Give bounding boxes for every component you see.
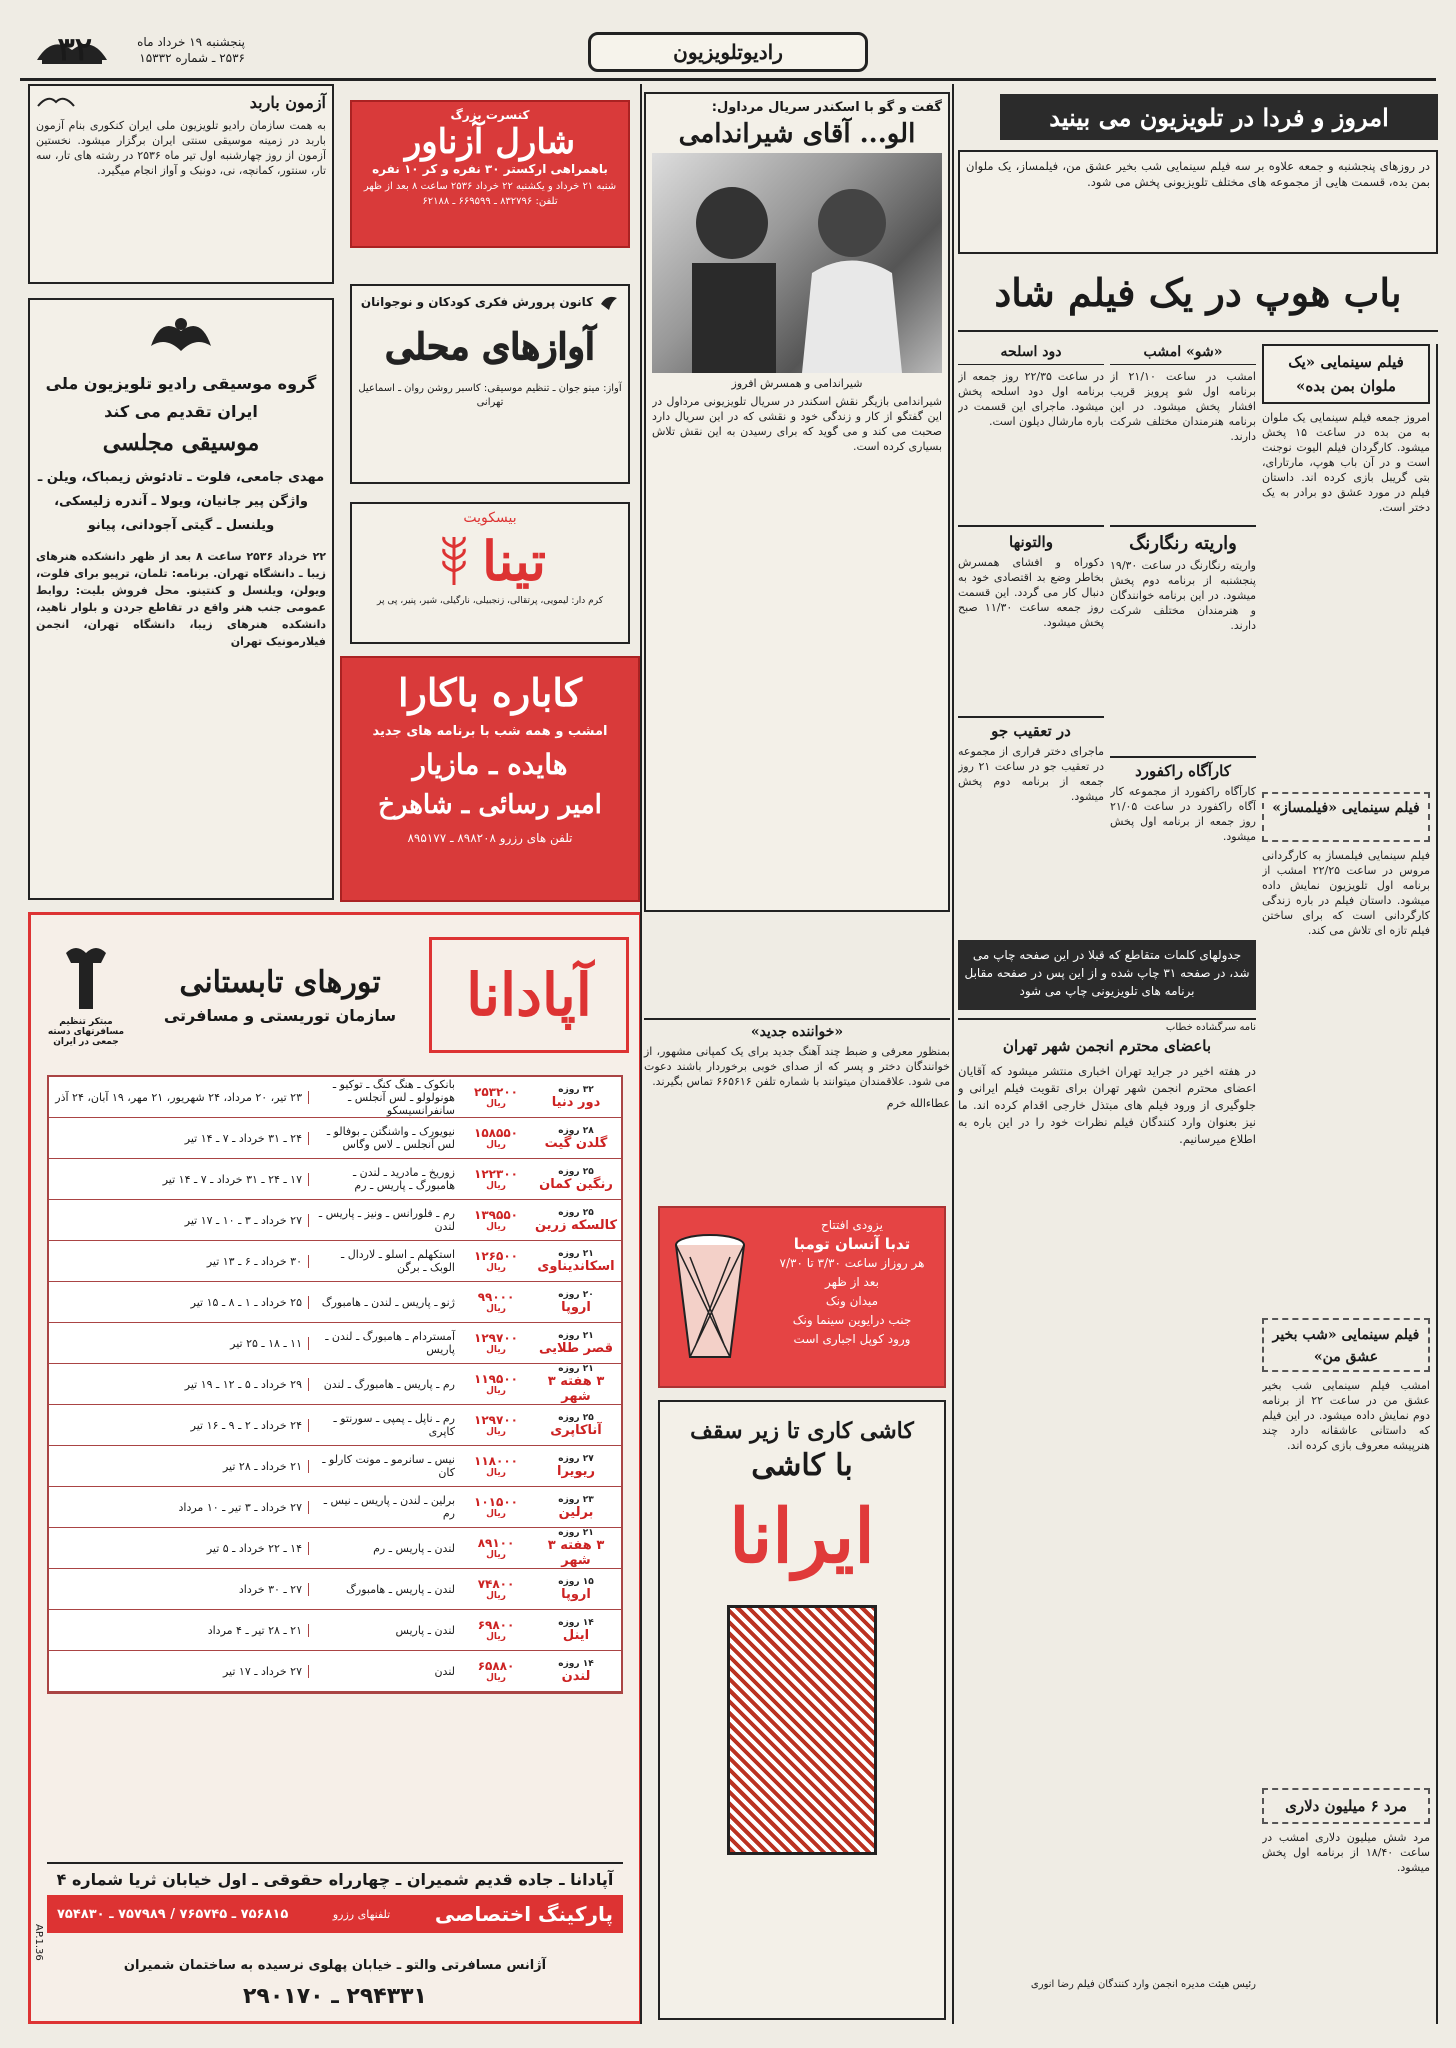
tour-dates: ۲۷ خرداد ـ ۱۷ تیر bbox=[49, 1665, 309, 1678]
tour-price bbox=[461, 1249, 531, 1273]
tour-dates: ۲۵ خرداد ـ ۱ ـ ۸ ـ ۱۵ تیر bbox=[49, 1296, 309, 1309]
film2-title: فیلم سینمایی «فیلمساز» bbox=[1272, 800, 1420, 816]
intro-box bbox=[958, 150, 1438, 254]
detective-title: کارآگاه راکفورد bbox=[1110, 756, 1256, 780]
tour-price bbox=[461, 1208, 531, 1232]
tour-days: ۱۵ روزه bbox=[558, 1576, 594, 1587]
irana-ad bbox=[658, 1400, 946, 2020]
new-singer-article bbox=[644, 1018, 950, 1218]
kanoon-title: آوازهای محلی bbox=[385, 326, 595, 368]
tour-days: ۲۱ روزه bbox=[558, 1364, 594, 1374]
tour-row bbox=[49, 1323, 621, 1364]
bab-hope-title: باب هوپ در یک فیلم شاد bbox=[994, 270, 1402, 315]
variety-body: واریته رنگارنگ در ساعت ۱۹/۳۰ پنجشنبه از برنامه دوم پخش میشود. در این برنامه خوانندگان و هنرمندان مختلف شرکت دارند. bbox=[1110, 559, 1256, 632]
top-banner-title: امروز و فردا در تلویزیون می بینید bbox=[1049, 102, 1389, 132]
tour-price-value: ۸۹۱۰۰ bbox=[477, 1536, 515, 1550]
tour-price bbox=[461, 1372, 531, 1396]
apadana-header bbox=[31, 915, 639, 1075]
concert-date: شنبه ۲۱ خرداد و یکشنبه ۲۲ خرداد ۲۵۳۶ ساعت ۸ بعد از ظهر bbox=[363, 181, 617, 192]
tumba-line: تدبا آنسان تومبا bbox=[793, 1235, 911, 1253]
intro-text: در روزهای پنجشنبه و جمعه علاوه بر سه فیلم سینمایی شب بخیر عشق من، فیلمساز، یک ملوان بمن بده، قسمت هایی از مجموعه های مختلف تلویزیونی پخش می شود. bbox=[966, 159, 1430, 189]
kanoon-credits: آواز: مینو جوان ـ تنظیم موسیقی: کاسبر روشن روان ـ اسماعیل تهرانی bbox=[358, 383, 622, 408]
tour-title: اروپا bbox=[561, 1299, 591, 1315]
new-singer-signature: عطاءالله خرم bbox=[886, 1097, 950, 1110]
search-body: ماجرای دختر فراری از مجموعه در تعقیب جو در ساعت ۲۱ روز جمعه از برنامه دوم پخش میشود. bbox=[958, 745, 1104, 803]
apadana-subtitle: سازمان توریستی و مسافرتی bbox=[163, 1006, 397, 1025]
tumba-line: یزودی افتتاح bbox=[820, 1218, 884, 1232]
irana-title: کاشی کاری تا زیر سقف bbox=[690, 1418, 914, 1444]
irana-brand: ایرانا bbox=[729, 1494, 875, 1580]
tour-price-unit: ریال bbox=[486, 1632, 506, 1642]
tour-days: ۱۴ روزه bbox=[558, 1658, 594, 1669]
tour-price-value: ۱۳۹۵۵۰ bbox=[474, 1208, 518, 1222]
apadana-branch-phone: ۲۹۴۳۳۱ ـ ۲۹۰۱۷۰ bbox=[243, 1984, 427, 2009]
right-column bbox=[1262, 344, 1438, 2024]
tour-price-unit: ریال bbox=[486, 1591, 506, 1601]
tour-dates: ۱۷ ـ ۲۴ ـ ۳۱ خرداد ـ ۷ ـ ۱۴ تیر bbox=[49, 1173, 309, 1186]
tour-route: استکهلم ـ اسلو ـ لاردال ـ الوبک ـ برگن bbox=[341, 1248, 455, 1274]
tour-price bbox=[461, 1618, 531, 1642]
search-column bbox=[958, 716, 1104, 966]
letter-kicker: نامه سرگشاده خطاب bbox=[1165, 1022, 1256, 1033]
tour-price-unit: ریال bbox=[486, 1386, 506, 1396]
tumba-line: هر روزاز ساعت ۳/۳۰ تا ۷/۳۰ bbox=[779, 1256, 925, 1270]
tour-title: برلین bbox=[558, 1504, 594, 1520]
irana-subtitle: با کاشی bbox=[751, 1448, 853, 1483]
concert-name: شارل آزناور bbox=[404, 122, 576, 162]
tour-name bbox=[531, 1208, 621, 1233]
show-column bbox=[1110, 344, 1256, 764]
detective-body: کارآگاه راکفورد از مجموعه کار آگاه راکفورد در ساعت ۲۱/۰۵ روز جمعه از برنامه اول پخش میشود. bbox=[1110, 785, 1256, 843]
tour-name bbox=[531, 1364, 621, 1404]
tour-price-value: ۶۹۸۰۰ bbox=[477, 1618, 515, 1632]
search-title: در تعقیب جو bbox=[958, 716, 1104, 740]
music-line: ایران تقدیم می کند bbox=[104, 402, 258, 421]
exam-title: آزمون باربد bbox=[249, 92, 326, 112]
letter-title: باعضای محترم انجمن شهر تهران bbox=[1002, 1037, 1212, 1055]
apadana-title: تورهای تابستانی bbox=[179, 965, 381, 1000]
tour-name bbox=[531, 1454, 621, 1479]
film3-headline bbox=[1262, 1318, 1430, 1372]
tour-days: ۲۳ روزه bbox=[558, 1494, 594, 1505]
tour-days: ۲۱ روزه bbox=[558, 1248, 594, 1259]
cabaret-title: کاباره باکارا bbox=[397, 670, 583, 715]
tour-price-unit: ریال bbox=[486, 1222, 506, 1232]
tour-price-unit: ریال bbox=[486, 1263, 506, 1273]
tour-name bbox=[531, 1495, 621, 1520]
section-header bbox=[588, 32, 868, 72]
waltons-body: دکوراه و افشای همسرش بخاطر وضع بد اقتصادی خود به دنبال کار می گردد. این قسمت روز جمعه ساعت ۱۱/۳۰ صبح پخش میشود. bbox=[958, 556, 1104, 629]
new-singer-body: بمنظور معرفی و ضبط چند آهنگ جدید برای یک کمپانی مشهور، از خوانندگان دختر و پسر که از صدای خوبی برخوردار باشند دعوت می شود. علاقمندان میتوانند با شماره تلفن ۶۶۵۶۱۶ تماس بگیرند. bbox=[644, 1045, 950, 1088]
kanoon-org: کانون پرورش فکری کودکان و نوجوانان bbox=[360, 295, 594, 309]
tour-price-unit: ریال bbox=[486, 1509, 506, 1519]
tour-price bbox=[461, 1290, 531, 1314]
cabaret-ad bbox=[340, 656, 640, 902]
page-number: ۳۲ bbox=[57, 30, 92, 68]
tour-price-value: ۱۵۸۵۵۰ bbox=[474, 1126, 518, 1140]
tour-row bbox=[49, 1528, 621, 1569]
tour-route: رم ـ فلورانس ـ ونیز ـ پاریس ـ لندن bbox=[318, 1207, 455, 1233]
tour-title: اروپا bbox=[561, 1586, 591, 1602]
tour-table bbox=[47, 1075, 623, 1694]
tour-name bbox=[531, 1290, 621, 1315]
film1-title: فیلم سینمایی «یک ملوان بمن بده» bbox=[1288, 353, 1404, 395]
film2-body: فیلم سینمایی فیلمساز به کارگردانی مروس در ساعت ۲۲/۲۵ امشب از برنامه اول تلویزیون نمایش داده میشود. داستان فیلم در باره زندگی کارگردانی است که برای ساختن فیلم تازه ای تلاش می کند. bbox=[1262, 849, 1430, 937]
concert-ad bbox=[350, 100, 630, 248]
tour-title: گلدن گیت bbox=[544, 1135, 608, 1151]
tour-name bbox=[531, 1167, 621, 1192]
music-details: ۲۲ خرداد ۲۵۳۶ ساعت ۸ بعد از ظهر دانشکده هنرهای زیبا ـ دانشگاه تهران. برنامه: تلمان، ترپیو برای فلوت، ویولن، ویلنسل و کنتینو. محل فروش بلیت: روابط عمومی جنب هنر واقع در تقاطع جردن و بلوار ناهید، دانشکده هنرهای زیبا، دانشگاه تهران، انجمن فیلارمونیک تهران bbox=[36, 550, 327, 648]
tour-row bbox=[49, 1405, 621, 1446]
tour-title: اینل bbox=[562, 1627, 590, 1643]
phones-value: ۷۵۶۸۱۵ ـ ۷۶۵۷۴۵ / ۷۵۷۹۸۹ ـ ۷۵۴۸۳۰ bbox=[57, 1906, 289, 1922]
tour-price-unit: ریال bbox=[486, 1550, 506, 1560]
film2-headline bbox=[1262, 792, 1430, 842]
interview-caption: شیراندامی و همسرش افروز bbox=[731, 377, 863, 390]
tour-row bbox=[49, 1159, 621, 1200]
tour-name bbox=[531, 1249, 621, 1274]
interview-kicker: گفت و گو با اسکندر سریال مرداول: bbox=[711, 100, 942, 115]
exam-ornament-icon bbox=[36, 92, 76, 112]
tour-price bbox=[461, 1126, 531, 1150]
tour-name bbox=[531, 1577, 621, 1602]
tumba-line: میدان ونک bbox=[825, 1294, 879, 1308]
tour-name bbox=[531, 1331, 621, 1356]
film4-title: مرد ۶ میلیون دلاری bbox=[1285, 1797, 1407, 1815]
tina-flavors: کرم دار: لیمویی، پرتقالی، زنجبیلی، نارگیلی، شیر، پنیر، پی پر bbox=[377, 596, 603, 606]
tour-route: نیس ـ سانرمو ـ مونت کارلو ـ کان bbox=[322, 1453, 455, 1479]
tour-days: ۲۵ روزه bbox=[558, 1412, 594, 1423]
waltons-title: والتونها bbox=[958, 525, 1104, 551]
tumba-line: بعد از ظهر bbox=[825, 1275, 879, 1289]
cabaret-line: امشب و همه شب با برنامه های جدید bbox=[372, 724, 608, 739]
tour-days: ۲۸ روزه bbox=[558, 1125, 594, 1136]
tour-row bbox=[49, 1282, 621, 1323]
tour-days: ۲۱ روزه bbox=[558, 1330, 594, 1341]
tour-price bbox=[461, 1413, 531, 1437]
interview-article bbox=[644, 92, 950, 912]
tour-name bbox=[531, 1528, 621, 1568]
armed-column bbox=[958, 344, 1104, 764]
tour-name bbox=[531, 1659, 621, 1684]
tour-route: برلین ـ لندن ـ پاریس ـ نیس ـ رم bbox=[323, 1494, 455, 1520]
apadana-branch: آژانس مسافرتی والتو ـ خیابان پهلوی نرسیده به ساختمان شمیران bbox=[123, 1958, 547, 1973]
tour-row bbox=[49, 1077, 621, 1118]
tour-route: نیویورک ـ واشنگتن ـ بوفالو ـ لس آنجلس ـ لاس وگاس bbox=[326, 1125, 455, 1151]
date-line1: پنجشنبه ۱۹ خرداد ماه bbox=[137, 35, 245, 49]
letter-body: در هفته اخیر در جراید تهران اخباری منتشر میشود که آقایان اعضای محترم انجمن شهر تهران برای تقویت فیلم ایرانی و جلوگیری از ورود فیلم های مبتذل خارجی اقدام کرده اند. ما نیز بعنوان وارد کنندگان فیلم نظرات خود را در این باره به اطلاع میرسانیم. bbox=[958, 1064, 1256, 1146]
tour-dates: ۳۰ خرداد ـ ۶ ـ ۱۳ تیر bbox=[49, 1255, 309, 1268]
tina-brand-row bbox=[358, 526, 622, 596]
apadana-brand: آپادانا bbox=[429, 937, 629, 1053]
column-rule bbox=[640, 84, 642, 2024]
ornament-icon bbox=[141, 306, 221, 366]
column-capital-icon bbox=[61, 943, 111, 1013]
tumba-text bbox=[760, 1208, 944, 1386]
letter-signature: رئیس هیئت مدیره انجمن وارد کنندگان فیلم رضا انوری bbox=[1030, 1979, 1256, 1990]
cabaret-phones: تلفن های رزرو ۸۹۸۲۰۸ ـ ۸۹۵۱۷۷ bbox=[407, 831, 573, 845]
apadana-emblem bbox=[41, 943, 131, 1047]
tour-title: اسکاندیناوی bbox=[537, 1258, 615, 1274]
tina-brand: تینا bbox=[481, 529, 547, 593]
kanoon-ad bbox=[350, 284, 630, 484]
tour-price-value: ۹۹۰۰۰ bbox=[477, 1290, 515, 1304]
tour-price-value: ۱۲۹۷۰۰ bbox=[474, 1413, 518, 1427]
tour-title: آناکاپری bbox=[550, 1422, 602, 1438]
tour-dates: ۱۴ ـ ۲۲ خرداد ـ ۵ تیر bbox=[49, 1542, 309, 1555]
tour-name bbox=[531, 1413, 621, 1438]
tour-price-value: ۱۱۸۰۰۰ bbox=[474, 1454, 518, 1468]
tour-route: بانکوک ـ هنگ کنگ ـ توکیو ـ هونولولو ـ لس آنجلس ـ سانفرانسیسکو bbox=[332, 1077, 455, 1117]
tour-price bbox=[461, 1536, 531, 1560]
tour-price bbox=[461, 1577, 531, 1601]
tile-pattern-illustration bbox=[727, 1605, 877, 1855]
apadana-ad bbox=[28, 912, 642, 2024]
tour-title: کالسکه زرین bbox=[534, 1217, 618, 1233]
music-line: گروه موسیقی رادیو تلویزیون ملی bbox=[45, 374, 317, 393]
show-title: «شو» امشب bbox=[1110, 344, 1256, 365]
apadana-parking-bar bbox=[47, 1895, 623, 1933]
tour-dates: ۲۴ ـ ۳۱ خرداد ـ ۷ ـ ۱۴ تیر bbox=[49, 1132, 309, 1145]
tour-title: رنگین کمان bbox=[539, 1176, 613, 1192]
music-performers: مهدی جامعی، فلوت ـ تادئوش زیمباک، ویلن ـ واژگن پیر جانیان، ویولا ـ آندره زلیسکی، ویلنسل ـ گیتی آجودانی، پیانو bbox=[37, 470, 325, 533]
dateline bbox=[95, 34, 245, 66]
tour-price-value: ۱۰۱۵۰۰ bbox=[474, 1495, 518, 1509]
film4-headline bbox=[1262, 1788, 1430, 1824]
tour-price-value: ۱۱۹۵۰۰ bbox=[474, 1372, 518, 1386]
tour-title: دور دنیا bbox=[551, 1094, 601, 1110]
letter-article bbox=[958, 1018, 1256, 2028]
tour-row bbox=[49, 1364, 621, 1405]
apadana-code: 36.AP.1 bbox=[33, 1924, 44, 1961]
exam-header bbox=[36, 92, 326, 112]
tour-days: ۲۰ روزه bbox=[558, 1289, 594, 1300]
tour-name bbox=[531, 1126, 621, 1151]
tour-dates: ۲۹ خرداد ـ ۵ ـ ۱۲ ـ ۱۹ تیر bbox=[49, 1378, 309, 1391]
date-line2: ۲۵۳۶ ـ شماره ۱۵۳۳۲ bbox=[139, 51, 245, 65]
interview-photo bbox=[652, 153, 942, 373]
tumba-ad bbox=[658, 1206, 946, 1388]
tour-price-unit: ریال bbox=[486, 1468, 506, 1478]
tour-row bbox=[49, 1569, 621, 1610]
new-singer-title: «خواننده جدید» bbox=[750, 1024, 844, 1040]
tour-days: ۱۴ روزه bbox=[558, 1617, 594, 1628]
tour-row bbox=[49, 1610, 621, 1651]
music-ad bbox=[28, 298, 334, 900]
tour-price bbox=[461, 1331, 531, 1355]
tour-price bbox=[461, 1659, 531, 1683]
tour-price-unit: ریال bbox=[486, 1427, 506, 1437]
kanoon-header bbox=[358, 292, 622, 312]
tour-price bbox=[461, 1495, 531, 1519]
tour-price-value: ۱۲۶۵۰۰ bbox=[474, 1249, 518, 1263]
tour-days: ۳۲ روزه bbox=[558, 1084, 594, 1095]
parking-label: پارکینگ اختصاصی bbox=[434, 1902, 613, 1926]
tour-price bbox=[461, 1167, 531, 1191]
tour-row bbox=[49, 1487, 621, 1528]
film3-body: امشب فیلم سینمایی شب بخیر عشق من در ساعت ۲۲ از برنامه دوم نمایش داده میشود. در این فیلم که داستانی عاشقانه دارد چند هنرپیشه معروف بازی کرده اند. bbox=[1262, 1379, 1430, 1452]
tour-price-unit: ریال bbox=[486, 1181, 506, 1191]
crossword-notice: جدولهای کلمات متقاطع که قبلا در این صفحه چاپ می شد، در صفحه ۳۱ چاپ شده و از این پس در صفحه مقابل برنامه های تلویزیونی چاپ می شود bbox=[958, 940, 1256, 1010]
top-banner bbox=[1000, 94, 1438, 140]
tour-price-unit: ریال bbox=[486, 1345, 506, 1355]
column-rule bbox=[952, 84, 954, 2024]
film4-body: مرد شش میلیون دلاری امشب در ساعت ۱۸/۴۰ از برنامه اول پخش میشود. bbox=[1262, 1831, 1430, 1874]
tour-title: لندن bbox=[561, 1668, 591, 1684]
interview-body: شیراندامی بازیگر نقش اسکندر در سریال تلویزیونی مرداول در این گفتگو از کار و زندگی خود و نقشی که در این سریال دارد صحبت می کند و می گوید که برای رسیدن به این نقش تلاش بسیاری کرده است. bbox=[652, 395, 942, 453]
drum-illustration bbox=[660, 1208, 760, 1386]
tour-days: ۲۷ روزه bbox=[558, 1453, 594, 1464]
show-body: امشب در ساعت ۲۱/۱۰ از برنامه اول شو پرویز قریب افشار پخش میشود. در این برنامه هنرمندان مختلف شرکت دارند. bbox=[1110, 370, 1256, 443]
tour-route: لندن ـ پاریس ـ هامبورگ bbox=[346, 1582, 455, 1596]
tour-dates: ۲۴ خرداد ـ ۲ ـ ۹ ـ ۱۶ تیر bbox=[49, 1419, 309, 1432]
tour-price-value: ۲۵۳۲۰۰ bbox=[474, 1085, 518, 1099]
music-title: موسیقی مجلسی bbox=[102, 430, 260, 456]
tour-price-unit: ریال bbox=[486, 1140, 506, 1150]
tour-price bbox=[461, 1085, 531, 1109]
tour-dates: ۲۱ خرداد ـ ۲۸ تیر bbox=[49, 1460, 309, 1473]
section-title: رادیوتلویزیون bbox=[673, 40, 783, 64]
tour-row bbox=[49, 1446, 621, 1487]
phones-label: تلفنهای رزرو bbox=[332, 1907, 391, 1921]
tour-price-unit: ریال bbox=[486, 1673, 506, 1683]
tour-dates: ۲۳ تیر، ۲۰ مرداد، ۲۴ شهریور، ۲۱ مهر، ۱۹ آبان، ۲۴ آذر bbox=[49, 1091, 309, 1104]
armed-title: دود اسلحه bbox=[958, 344, 1104, 365]
header-rule bbox=[20, 78, 1436, 81]
exam-article bbox=[28, 84, 334, 284]
concert-phones: تلفن: ۸۳۲۷۹۶ ـ ۶۶۹۵۹۹ ـ ۶۲۱۸۸ bbox=[422, 196, 558, 207]
tour-title: ۳ هفته ۳ شهر bbox=[547, 1374, 605, 1404]
apadana-titles bbox=[131, 965, 429, 1025]
cabaret-performers: امیر رسائی ـ شاهرخ bbox=[378, 790, 602, 820]
tour-price-value: ۱۲۲۳۰۰ bbox=[474, 1167, 518, 1181]
tour-row bbox=[49, 1200, 621, 1241]
tour-title: ریویرا bbox=[557, 1463, 595, 1479]
tour-name bbox=[531, 1618, 621, 1643]
tour-price-value: ۶۵۸۸۰ bbox=[477, 1659, 515, 1673]
tour-days: ۲۵ روزه bbox=[558, 1207, 594, 1218]
tour-route: رم ـ ناپل ـ پمپی ـ سورنتو ـ کاپری bbox=[333, 1412, 455, 1438]
tour-title: ۳ هفته ۳ شهر bbox=[547, 1538, 605, 1568]
variety-title: واریته رنگارنگ bbox=[1110, 525, 1256, 554]
tour-days: ۲۵ روزه bbox=[558, 1166, 594, 1177]
couple-photo-icon bbox=[652, 153, 942, 373]
concert-kicker: کنسرت بزرگ bbox=[450, 108, 530, 122]
concert-line: باهمراهی ارکستر ۳۰ نفره و کر ۱۰ نفره bbox=[372, 162, 608, 176]
tina-small: بیسکویت bbox=[463, 510, 517, 526]
tour-route: رم ـ پاریس ـ هامبورگ ـ لندن bbox=[323, 1377, 455, 1391]
tour-row bbox=[49, 1241, 621, 1282]
cabaret-performers: هایده ـ مازیار bbox=[412, 748, 568, 781]
tour-dates: ۲۷ ـ ۳۰ خرداد bbox=[49, 1583, 309, 1596]
film1-body: امروز جمعه فیلم سینمایی یک ملوان به من بده در ساعت ۱۵ پخش میشود. کارگردان فیلم الیوت نوجنت است و در آن باب هوپ، مارتارای، بتی گریبل بازی کرده اند. داستان فیلم در مورد عشق دو برادر به یک دختر است. bbox=[1262, 411, 1430, 514]
tour-price-unit: ریال bbox=[486, 1304, 506, 1314]
tina-ad bbox=[350, 502, 630, 644]
tour-route: لندن ـ پاریس bbox=[395, 1623, 455, 1637]
tour-route: لندن ـ پاریس ـ رم bbox=[373, 1541, 455, 1555]
tour-price-value: ۱۲۹۷۰۰ bbox=[474, 1331, 518, 1345]
tour-row bbox=[49, 1651, 621, 1692]
tour-route: لندن bbox=[434, 1664, 455, 1678]
tour-name bbox=[531, 1085, 621, 1110]
armed-body: در ساعت ۲۲/۳۵ روز جمعه از برنامه اول دود اسلحه پخش میشود. ماجرای این قسمت در باره مارشال دیلون است. bbox=[958, 370, 1104, 428]
tour-price-unit: ریال bbox=[486, 1099, 506, 1109]
tour-dates: ۱۱ ـ ۱۸ ـ ۲۵ تیر bbox=[49, 1337, 309, 1350]
tour-dates: ۲۱ ـ ۲۸ تیر ـ ۴ مرداد bbox=[49, 1624, 309, 1637]
apadana-org: مبتکر تنظیم مسافرتهای دسته جمعی در ایران bbox=[47, 1017, 125, 1047]
tumba-line: جنب درایوین سینما ونک bbox=[792, 1313, 912, 1327]
tour-price bbox=[461, 1454, 531, 1478]
tour-dates: ۲۷ خرداد ـ ۳ تیر ـ ۱۰ مرداد bbox=[49, 1501, 309, 1514]
tour-dates: ۲۷ خرداد ـ ۳ ـ ۱۰ ـ ۱۷ تیر bbox=[49, 1214, 309, 1227]
tour-price-value: ۷۴۸۰۰ bbox=[477, 1577, 515, 1591]
tour-title: قصر طلایی bbox=[538, 1340, 614, 1356]
tour-row bbox=[49, 1118, 621, 1159]
tour-days: ۲۱ روزه bbox=[558, 1528, 594, 1538]
tumba-line: ورود کوپل اجباری است bbox=[793, 1332, 911, 1346]
film1-headline bbox=[1262, 344, 1430, 404]
interview-title: الو... آقای شیراندامی bbox=[678, 119, 916, 149]
tour-route: ژنو ـ پاریس ـ لندن ـ هامبورگ bbox=[321, 1295, 455, 1309]
detective-column bbox=[1110, 756, 1256, 966]
drum-icon bbox=[670, 1227, 750, 1367]
apadana-address: آپادانا ـ جاده قدیم شمیران ـ چهارراه حقوقی ـ اول خیابان ثریا شماره ۴ bbox=[47, 1862, 623, 1889]
bird-icon bbox=[599, 292, 619, 312]
tour-route: زوریخ ـ مادرید ـ لندن ـ هامبورگ ـ پاریس ـ رم bbox=[352, 1166, 455, 1192]
film3-title: فیلم سینمایی «شب بخیر عشق من» bbox=[1272, 1327, 1420, 1365]
exam-body: به همت سازمان رادیو تلویزیون ملی ایران کنکوری بنام آزمون باربد در زمینه موسیقی سنتی ایران برگزار میشود. نخستین آزمون از روز چهارشنبه اول تیر ماه ۲۵۳۶ در رشته های تار، سه تار، سنتور، کمانچه، نی، دونبک و آواز انجام میگیرد. bbox=[36, 119, 326, 177]
bab-hope-headline bbox=[958, 270, 1438, 332]
wheat-icon bbox=[434, 533, 474, 589]
tour-route: آمستردام ـ هامبورگ ـ لندن ـ پاریس bbox=[325, 1330, 455, 1356]
